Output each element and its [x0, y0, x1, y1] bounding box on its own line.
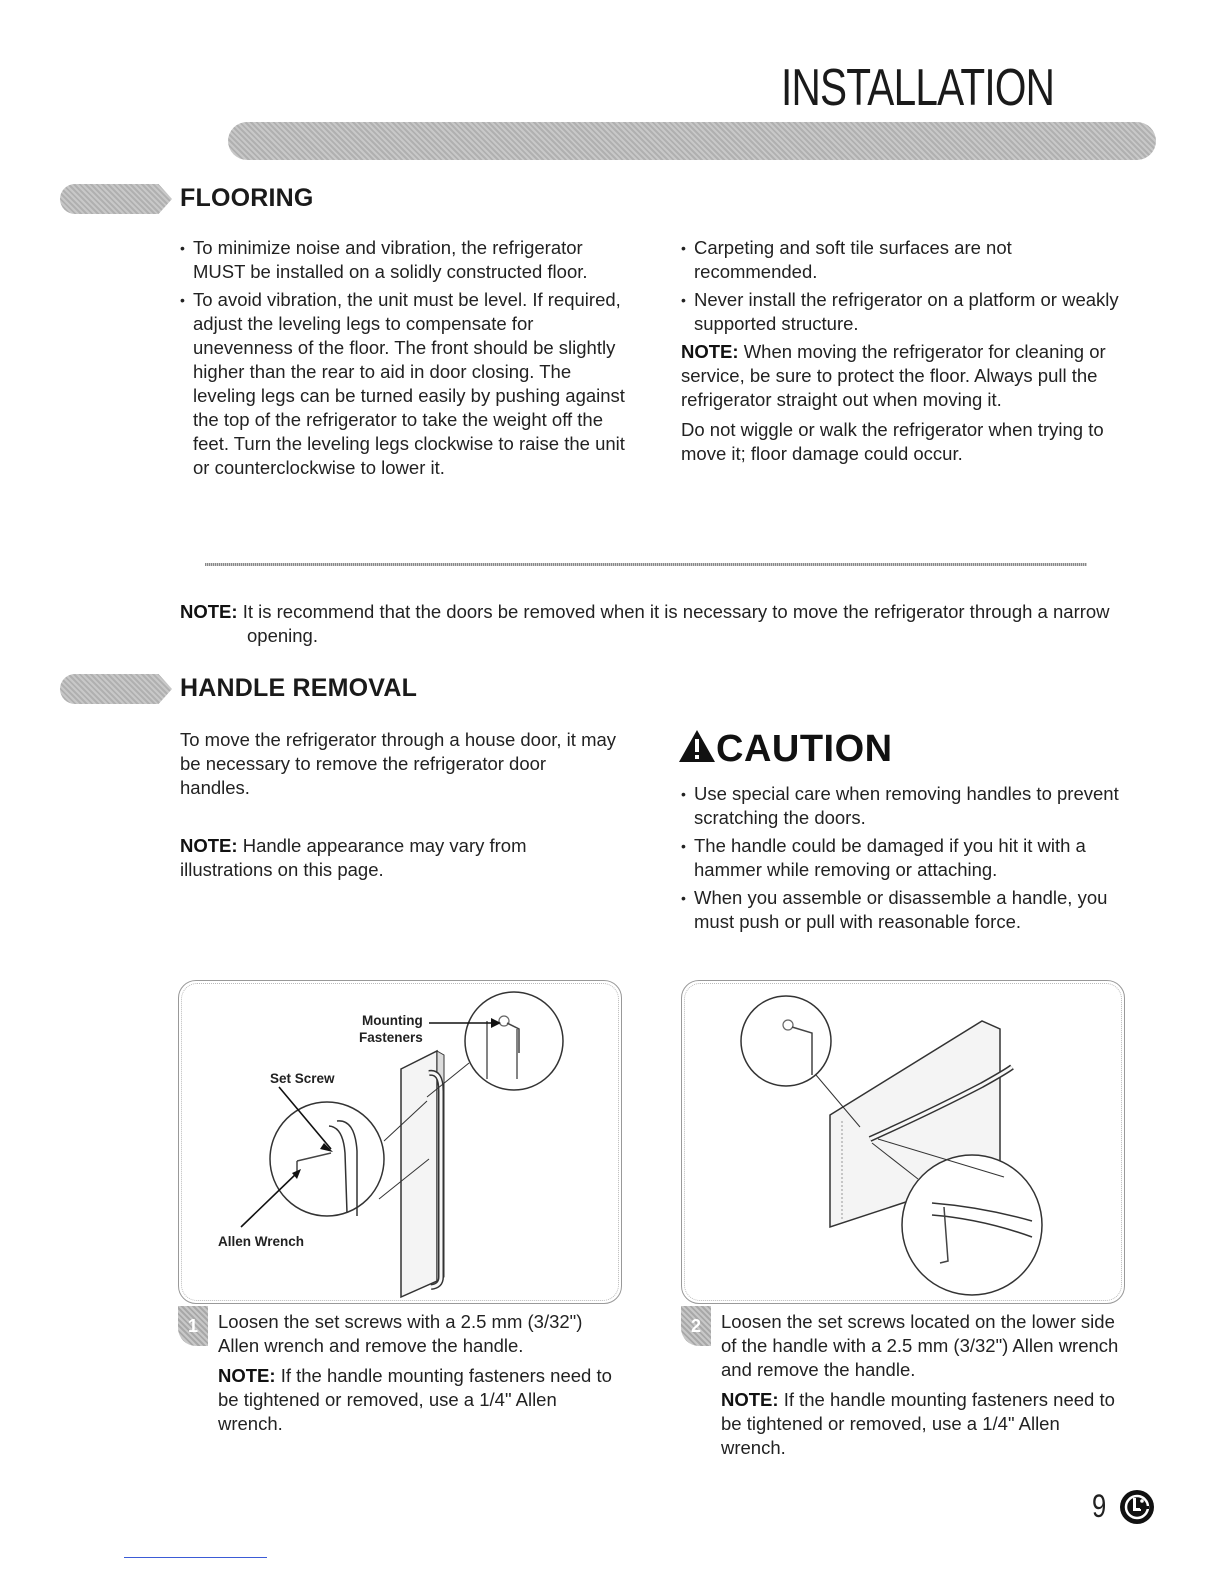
footer-link-line	[124, 1557, 267, 1558]
handle-removal-note	[180, 834, 620, 882]
caution-bullet-1: • Use special care when removing handles to prevent scratching the doors.	[681, 782, 1121, 830]
caution-heading	[678, 728, 893, 771]
step-1-note	[218, 1364, 618, 1436]
step-2-badge: 2	[681, 1306, 711, 1346]
caution-bullet-3: • When you assemble or disassemble a handle, you must push or pull with reasonable force.	[681, 886, 1121, 934]
handle-removal-note-text: Handle appearance may vary from illustrations on this page.	[180, 835, 527, 880]
caution-list	[681, 782, 1121, 938]
caution-title: CAUTION	[716, 728, 893, 770]
flooring-right-column	[681, 236, 1121, 466]
flooring-bullet-2: • To avoid vibration, the unit must be level. If required, adjust the leveling legs to compensate for unevenness of the floor. The front should be slightly higher than the rear to aid in door closing. The leveling legs can be turned easily by pushing against the top of the refrigerator to take the weight off the feet. Turn the leveling legs clockwise to raise the unit or counterclockwise to lower it.	[180, 288, 625, 480]
figure-1-illustration	[179, 981, 621, 1303]
figure-2-illustration	[682, 981, 1124, 1303]
warning-triangle-icon	[678, 729, 716, 763]
figure-2-frame	[681, 980, 1125, 1304]
step-2-text: Loosen the set screws located on the lower side of the handle with a 2.5 mm (3/32") Allen wrench and remove the handle.	[721, 1311, 1119, 1380]
handle-removal-note-label: NOTE:	[180, 835, 238, 856]
step-2-note	[721, 1388, 1121, 1460]
section-divider	[205, 563, 1087, 566]
fasteners-label: Fasteners	[359, 1030, 423, 1045]
figure-1-frame	[178, 980, 622, 1304]
flooring-note	[681, 340, 1121, 412]
step-1-note-label: NOTE:	[218, 1365, 276, 1386]
doors-note-label: NOTE:	[180, 601, 238, 622]
step-1-badge: 1	[178, 1306, 208, 1346]
mounting-label: Mounting	[362, 1013, 423, 1028]
handle-removal-title: HANDLE REMOVAL	[180, 674, 418, 702]
doors-note	[180, 600, 1120, 648]
doors-note-text: It is recommend that the doors be removed when it is necessary to move the refrigerator through a narrow opening.	[237, 601, 1110, 646]
page-number: 9	[1092, 1488, 1107, 1524]
lg-logo-icon	[1118, 1488, 1156, 1526]
page-header-title: INSTALLATION	[780, 59, 1054, 117]
caution-bullet-2: • The handle could be damaged if you hit it with a hammer while removing or attaching.	[681, 834, 1121, 882]
flooring-left-column	[180, 236, 625, 484]
flooring-note-2: Do not wiggle or walk the refrigerator when trying to move it; floor damage could occur.	[681, 419, 1104, 464]
flooring-bullet-1: • To minimize noise and vibration, the refrigerator MUST be installed on a solidly constructed floor.	[180, 236, 625, 284]
flooring-note-label: NOTE:	[681, 341, 739, 362]
step-2-note-label: NOTE:	[721, 1389, 779, 1410]
header-bar	[228, 122, 1156, 160]
step-1-text: Loosen the set screws with a 2.5 mm (3/32") Allen wrench and remove the handle.	[218, 1311, 583, 1356]
set-screw-label: Set Screw	[270, 1071, 335, 1086]
flooring-section-marker	[60, 184, 172, 214]
flooring-title: FLOORING	[180, 184, 314, 212]
flooring-note-text: When moving the refrigerator for cleaning or service, be sure to protect the floor. Always pull the refrigerator straight out when moving it.	[681, 341, 1106, 410]
handle-removal-section-marker	[60, 674, 172, 704]
step-2-note-text: If the handle mounting fasteners need to be tightened or removed, use a 1/4" Allen wrench.	[721, 1389, 1115, 1458]
flooring-bullet-3: • Carpeting and soft tile surfaces are not recommended.	[681, 236, 1121, 284]
allen-wrench-label: Allen Wrench	[218, 1234, 305, 1249]
handle-removal-intro: To move the refrigerator through a house door, it may be necessary to remove the refrigerator door handles.	[180, 729, 617, 798]
step-1-note-text: If the handle mounting fasteners need to be tightened or removed, use a 1/4" Allen wrench.	[218, 1365, 612, 1434]
flooring-bullet-4: • Never install the refrigerator on a platform or weakly supported structure.	[681, 288, 1121, 336]
